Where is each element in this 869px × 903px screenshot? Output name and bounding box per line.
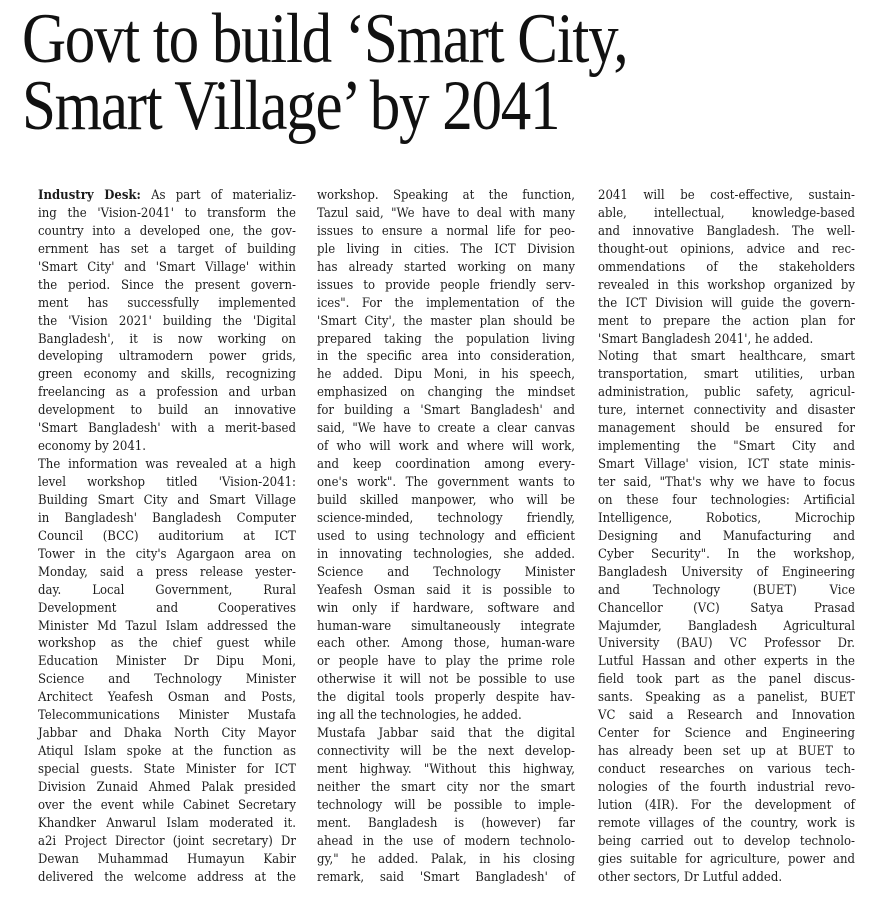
article-line: lution (4IR). For the development of <box>598 796 855 812</box>
article-line: economy by 2041. <box>38 438 146 454</box>
article-line: Lutful Hassan and other experts in the <box>598 653 855 669</box>
article-line: The information was revealed at a high <box>38 456 296 472</box>
article-line: in innovating technologies, she added. <box>317 545 575 561</box>
article-line: 'Smart City' and 'Smart Village' within <box>38 258 296 274</box>
headline-line-2: Smart Village’ by 2041 <box>22 67 560 145</box>
article-line: issues to ensure a normal life for peo- <box>317 222 575 238</box>
article-line: science-minded, technology friendly, <box>317 509 575 525</box>
article-line: emphasized on changing the mindset <box>317 384 575 400</box>
article-line: the period. Since the present govern- <box>38 276 296 292</box>
article-line: ment has successfully implemented <box>38 294 296 310</box>
headline-line-1: Govt to build ‘Smart City, <box>22 0 628 78</box>
article-line: Designing and Manufacturing and <box>598 527 855 543</box>
article-line: for building a 'Smart Bangladesh' and <box>317 402 575 418</box>
article-line: freelancing as a profession and urban <box>38 384 296 400</box>
article-line: Atiqul Islam spoke at the function as <box>38 743 296 759</box>
article-line: Education Minister Dr Dipu Moni, <box>38 653 296 669</box>
article-line: remote villages of the country, work is <box>598 814 855 830</box>
article-line: Cyber Security". In the workshop, <box>598 545 855 561</box>
article-line: Council (BCC) auditorium at ICT <box>38 527 296 543</box>
article-line: Tazul said, "We have to deal with many <box>317 204 575 220</box>
article-line: ing the 'Vision-2041' to transform the <box>38 204 296 220</box>
article-line: being carried out to develop technolo- <box>598 832 855 848</box>
article-line: management should be ensured for <box>598 420 855 436</box>
article-line: ing all the technologies, he added. <box>317 707 522 723</box>
article-line: ahead in the use of modern technolo- <box>317 832 575 848</box>
article-line: Development and Cooperatives <box>38 599 296 615</box>
article-column-3 <box>598 186 855 886</box>
article-line: remark, said 'Smart Bangladesh' of <box>317 868 575 884</box>
article-line: Chancellor (VC) Satya Prasad <box>598 599 855 615</box>
article-line: 'Smart Bangladesh 2041', he added. <box>598 330 814 346</box>
article-line: he added. Dipu Moni, in his speech, <box>317 366 575 382</box>
article-line: VC said a Research and Innovation <box>598 707 855 723</box>
article-line: day. Local Government, Rural <box>38 581 296 597</box>
article-line: Noting that smart healthcare, smart <box>598 348 855 364</box>
article-line: implementing the "Smart City and <box>598 438 855 454</box>
article-line: Division Zunaid Ahmed Palak presided <box>38 778 296 794</box>
article-line: prepared taking the population living <box>317 330 575 346</box>
article-line: ment to prepare the action plan for <box>598 312 855 328</box>
article-line: other sectors, Dr Lutful added. <box>598 868 783 884</box>
article-line: or people have to play the prime role <box>317 653 575 669</box>
article-line: Smart Village' vision, ICT state minis- <box>598 456 855 472</box>
article-line: connectivity will be the next develop- <box>317 743 575 759</box>
article-line: Architect Yeafesh Osman and Posts, <box>38 689 296 705</box>
article-line: over the event while Cabinet Secretary <box>38 796 296 812</box>
article-line: each other. Among those, human-ware <box>317 635 575 651</box>
article-line: Center for Science and Engineering <box>598 725 855 741</box>
article-line: Science and Technology Minister <box>317 563 575 579</box>
article-line: conduct researches on various tech- <box>598 761 855 776</box>
article-line: Khandker Anwarul Islam moderated it. <box>38 814 296 830</box>
article-column-2 <box>317 186 575 886</box>
article-line: revealed in this workshop organized by <box>598 276 855 292</box>
article-line: Mustafa Jabbar said that the digital <box>317 725 575 741</box>
article-line: green economy and skills, recognizing <box>38 366 296 382</box>
article-line: ment highway. "Without this highway, <box>317 761 575 776</box>
article-line: field took part as the panel discus- <box>598 671 855 687</box>
article-line: human-ware simultaneously integrate <box>317 617 575 633</box>
article-line: ter said, "That's why we have to focus <box>598 474 855 489</box>
article-line: Jabbar and Dhaka North City Mayor <box>38 725 296 741</box>
article-line: 'Smart City', the master plan should be <box>317 312 575 328</box>
article-line: 2041 will be cost-effective, sustain- <box>598 187 855 202</box>
article-line: the ICT Division will guide the govern- <box>598 294 855 310</box>
article-line: 'Smart Bangladesh' with a merit-based <box>38 420 296 436</box>
article-line: Dewan Muhammad Humayun Kabir <box>38 850 296 866</box>
article-line: of who will work and where will work, <box>317 438 575 454</box>
article-line: Minister Md Tazul Islam addressed the <box>38 617 296 633</box>
article-line: country into a developed one, the gov- <box>38 222 296 238</box>
article-line: Building Smart City and Smart Village <box>38 491 296 507</box>
article-line: and keep coordination among every- <box>317 456 575 472</box>
article-line: sants. Speaking as a panelist, BUET <box>598 689 855 705</box>
article-line: development to build an innovative <box>38 402 296 418</box>
article-line: workshop. Speaking at the function, <box>317 187 575 202</box>
article-line: gies suitable for agriculture, power and <box>598 850 855 866</box>
article-line: Intelligence, Robotics, Microchip <box>598 509 855 525</box>
article-line: University (BAU) VC Professor Dr. <box>598 635 855 651</box>
article-line: the digital tools properly despite hav- <box>317 689 575 705</box>
article-line: workshop as the chief guest while <box>38 635 296 651</box>
article-column-1 <box>38 186 296 886</box>
article-line: ture, internet connectivity and disaster <box>598 402 855 418</box>
article-line: has already been set up at BUET to <box>598 743 855 759</box>
article-line: otherwise it will not be possible to use <box>317 671 575 687</box>
article-line: issues to provide people friendly serv- <box>317 276 575 292</box>
article-line: has already started working on many <box>317 258 575 274</box>
article-line: ment. Bangladesh is (however) far <box>317 814 575 830</box>
article-line: administration, public safety, agricul- <box>598 384 855 400</box>
article-line: win only if hardware, software and <box>317 599 575 615</box>
article-line: ices". For the implementation of the <box>317 294 575 310</box>
article-line: a2i Project Director (joint secretary) Dr <box>38 832 296 848</box>
article-line: Bangladesh', it is now working on <box>38 330 296 346</box>
article-line: level workshop titled 'Vision-2041: <box>38 474 296 489</box>
article-line: delivered the welcome address at the <box>38 868 296 884</box>
article-line: nologies of the fourth industrial revo- <box>598 778 855 794</box>
article-line: Science and Technology Minister <box>38 671 296 687</box>
article-line: thought-out opinions, advice and rec- <box>598 240 855 256</box>
article-text: As part of materializ- <box>140 187 296 202</box>
article-line <box>38 186 296 204</box>
article-line: special guests. State Minister for ICT <box>38 761 296 776</box>
article-line: and Technology (BUET) Vice <box>598 581 855 597</box>
article-line: ernment has set a target of building <box>38 240 296 256</box>
article-line: ommendations of the stakeholders <box>598 258 855 274</box>
article-line: said, "We have to create a clear canvas <box>317 420 575 436</box>
article-line: the 'Vision 2021' building the 'Digital <box>38 312 296 328</box>
article-line: Majumder, Bangladesh Agricultural <box>598 617 855 633</box>
article-line: one's work". The government wants to <box>317 474 575 489</box>
article-line: developing ultramodern power grids, <box>38 348 296 364</box>
article-line: in Bangladesh' Bangladesh Computer <box>38 509 296 525</box>
article-line: Yeafesh Osman said it is possible to <box>317 581 575 597</box>
article-line: in the specific area into consideration, <box>317 348 575 364</box>
article-line: and innovative Bangladesh. The well- <box>598 222 855 238</box>
dateline: Industry Desk: <box>38 187 141 202</box>
headline <box>22 0 744 145</box>
article-line: Bangladesh University of Engineering <box>598 563 855 579</box>
article-line: on these four technologies: Artificial <box>598 491 855 507</box>
article-line: Telecommunications Minister Mustafa <box>38 707 296 723</box>
article-line: technology will be possible to imple- <box>317 796 575 812</box>
article-line: build skilled manpower, who will be <box>317 491 575 507</box>
article-line: able, intellectual, knowledge-based <box>598 204 855 220</box>
article-line: used to using technology and efficient <box>317 527 575 543</box>
article-line: gy," he added. Palak, in his closing <box>317 850 575 866</box>
article-line: neither the smart city nor the smart <box>317 778 575 794</box>
article-line: transportation, smart utilities, urban <box>598 366 855 382</box>
article-line: Monday, said a press release yester- <box>38 563 296 579</box>
article-line: ple living in cities. The ICT Division <box>317 240 575 256</box>
article-line: Tower in the city's Agargaon area on <box>38 545 296 561</box>
